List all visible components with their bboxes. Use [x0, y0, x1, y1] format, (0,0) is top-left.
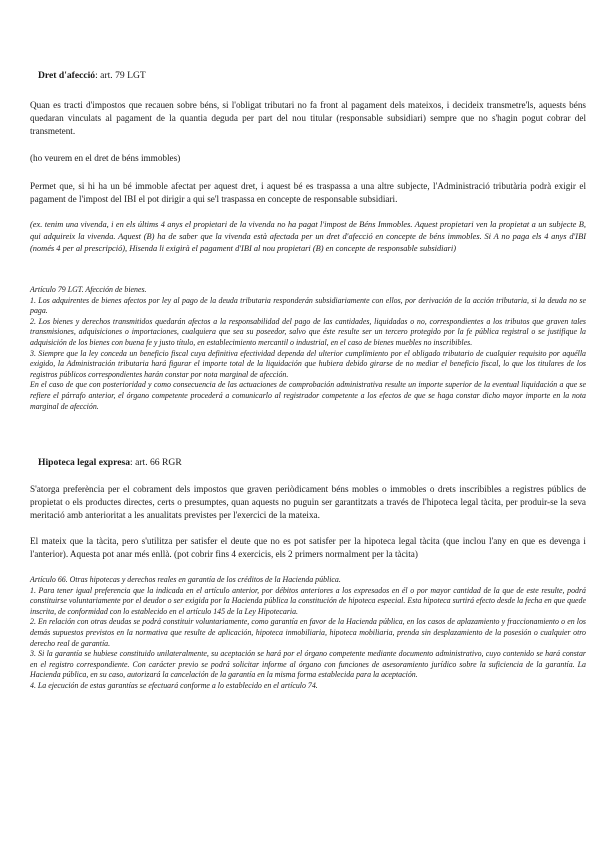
- law-item: 4. La ejecución de estas garantías se efectuará conforme a lo establecido en el artículo 74.: [30, 680, 318, 690]
- law-item: 1. Para tener igual preferencia que la indicada en el artículo anterior, por débitos anteriores a los expresados en él o por mayor cantidad de la que de este resulte, podrá constituirse voluntariamente por el deudor o ser exigida por la Hacienda pública la constitución de hipoteca especial. Esta hipoteca surtirá efecto desde la fecha en que quede inscrita, de conformidad con lo establecido en el artículo 145 de la Ley Hipotecaria.: [30, 585, 586, 616]
- section2-paragraph-1: S'atorga preferència per el cobrament dels impostos que graven periòdicament béns mobles o immobles o drets inscribibles a registres públics de propietat o els productes directes, certs o presumptes, quan aquests no puguin ser garantitzats a través de l'hipoteca legal tàcita, per produir-se la seva meritació amb anterioritat a les anualitats previstes per l'exercici de la mateixa.: [30, 484, 586, 520]
- section1-example: (ex. tenim una vivenda, i en els últims 4 anys el propietari de la vivenda no ha pagat l'impost de Béns Immobles. Aquest propietari ven la propietat a un subjecte B, qui adquireix la vivenda. Aquest (B) ha de saber que la vivenda està afectada per un dret d'afecció en concepte de béns immobles. Si A no paga els 4 anys d'IBI (només 4 per al prescripció), Hisenda li exigirà el pagament d'IBI al nou propietari (B) en concepte de responsable subsidiari): [30, 220, 586, 253]
- law-item: 1. Los adquirentes de bienes afectos por ley al pago de la deuda tributaria responderán subsidiariamente con ellos, por derivación de la acción tributaria, si la deuda no se paga.: [30, 295, 586, 316]
- law-item: 2. Los bienes y derechos transmitidos quedarán afectos a la responsabilidad del pago de las cantidades, liquidadas o no, correspondientes a los tributos que graven tales transmisiones, adquisiciones o importaciones, cualquiera que sea su poseedor, salvo que éste resulte ser un tercero protegido por la fe pública registral o se justifique la adquisición de los bienes con buena fe y justo título, en establecimiento mercantil o industrial, en el caso de bienes muebles no inscribibles.: [30, 316, 586, 347]
- section2-heading-rest: : art. 66 RGR: [130, 457, 182, 468]
- law-title: Artículo 66. Otras hipotecas y derechos reales en garantía de los créditos de la Hacienda pública.: [30, 575, 341, 584]
- law-title: Artículo 79 LGT. Afección de bienes.: [30, 285, 147, 294]
- section1-law-article: [30, 285, 586, 412]
- section2-heading: [38, 457, 594, 469]
- section1-paragraph-1: Quan es tracti d'impostos que recauen sobre béns, si l'obligat tributari no fa front al pagament dels mateixos, i decideix transmetre'ls, aquests béns quedaran vinculats al pagament de la quantia deguda per part del nou titular (responsable subsidiari) sempre que no s'hagin pogut cobrar del transmetent.: [30, 100, 586, 136]
- section2-law-article: [30, 575, 586, 692]
- section2-heading-bold: Hipoteca legal expresa: [38, 457, 131, 468]
- section1-paragraph-3: Permet que, si hi ha un bé immoble afectat per aquest dret, i aquest bé es traspassa a una altre subjecte, l'Administració tributària podrà exigir el pagament de l'impost del IBI el pot dirigir a qui se'l traspassa en concepte de responsable subsidiari.: [30, 181, 586, 204]
- section1-paragraph-2: (ho veurem en el dret de béns immobles): [30, 153, 181, 163]
- law-item: 3. Si la garantía se hubiese constituido unilateralmente, su aceptación se hará por el órgano competente mediante documento administrativo, cuyo contenido se hará constar en el registro correspondiente. Con carácter previo se podrá solicitar informe al órgano con funciones de asesoramiento jurídico sobre la suficiencia de la garantía. La Hacienda pública, en su caso, autorizará la cancelación de la garantía en la misma forma establecida para la aceptación.: [30, 649, 586, 680]
- section1-heading: [38, 70, 594, 82]
- law-item: En el caso de que con posterioridad y como consecuencia de las actuaciones de comprobación administrativa resulte un importe superior de la eventual liquidación a que se refiere el párrafo anterior, el órgano competente procederá a comunicarlo al registrador competente a los efectos de que se haga constar dicho mayor importe en la nota marginal de afección.: [30, 380, 586, 411]
- section2-paragraph-2: El mateix que la tàcita, pero s'utilitza per satisfer el deute que no es pot satisfer per la hipoteca legal tàcita (que inclou l'any en que es devenga i l'anterior). Aquesta pot anar més enllà. (pot cobrir fins 4 exercicis, els 2 primers normalment per la tàcita): [30, 536, 586, 559]
- law-item: 3. Siempre que la ley conceda un beneficio fiscal cuya definitiva efectividad dependa del ulterior cumplimiento por el obligado tributario de cualquier requisito por aquélla exigido, la Administración tributaria hará figurar el importe total de la liquidación que hubiera debido girarse de no mediar el beneficio fiscal, lo que los titulares de los registros públicos correspondientes harán constar por nota marginal de afección.: [30, 348, 586, 379]
- section1-heading-bold: Dret d'afecció: [38, 70, 96, 81]
- law-item: 2. En relación con otras deudas se podrá constituir voluntariamente, como garantía en favor de la Hacienda pública, en los casos de aplazamiento y fraccionamiento o en los demás supuestos previstos en la normativa que resulte de aplicación, hipoteca inmobiliaria, hipoteca mobiliaria, prenda sin desplazamiento de la posesión o cualquier otro derecho real de garantía.: [30, 617, 586, 648]
- section1-heading-rest: : art. 79 LGT: [95, 70, 146, 81]
